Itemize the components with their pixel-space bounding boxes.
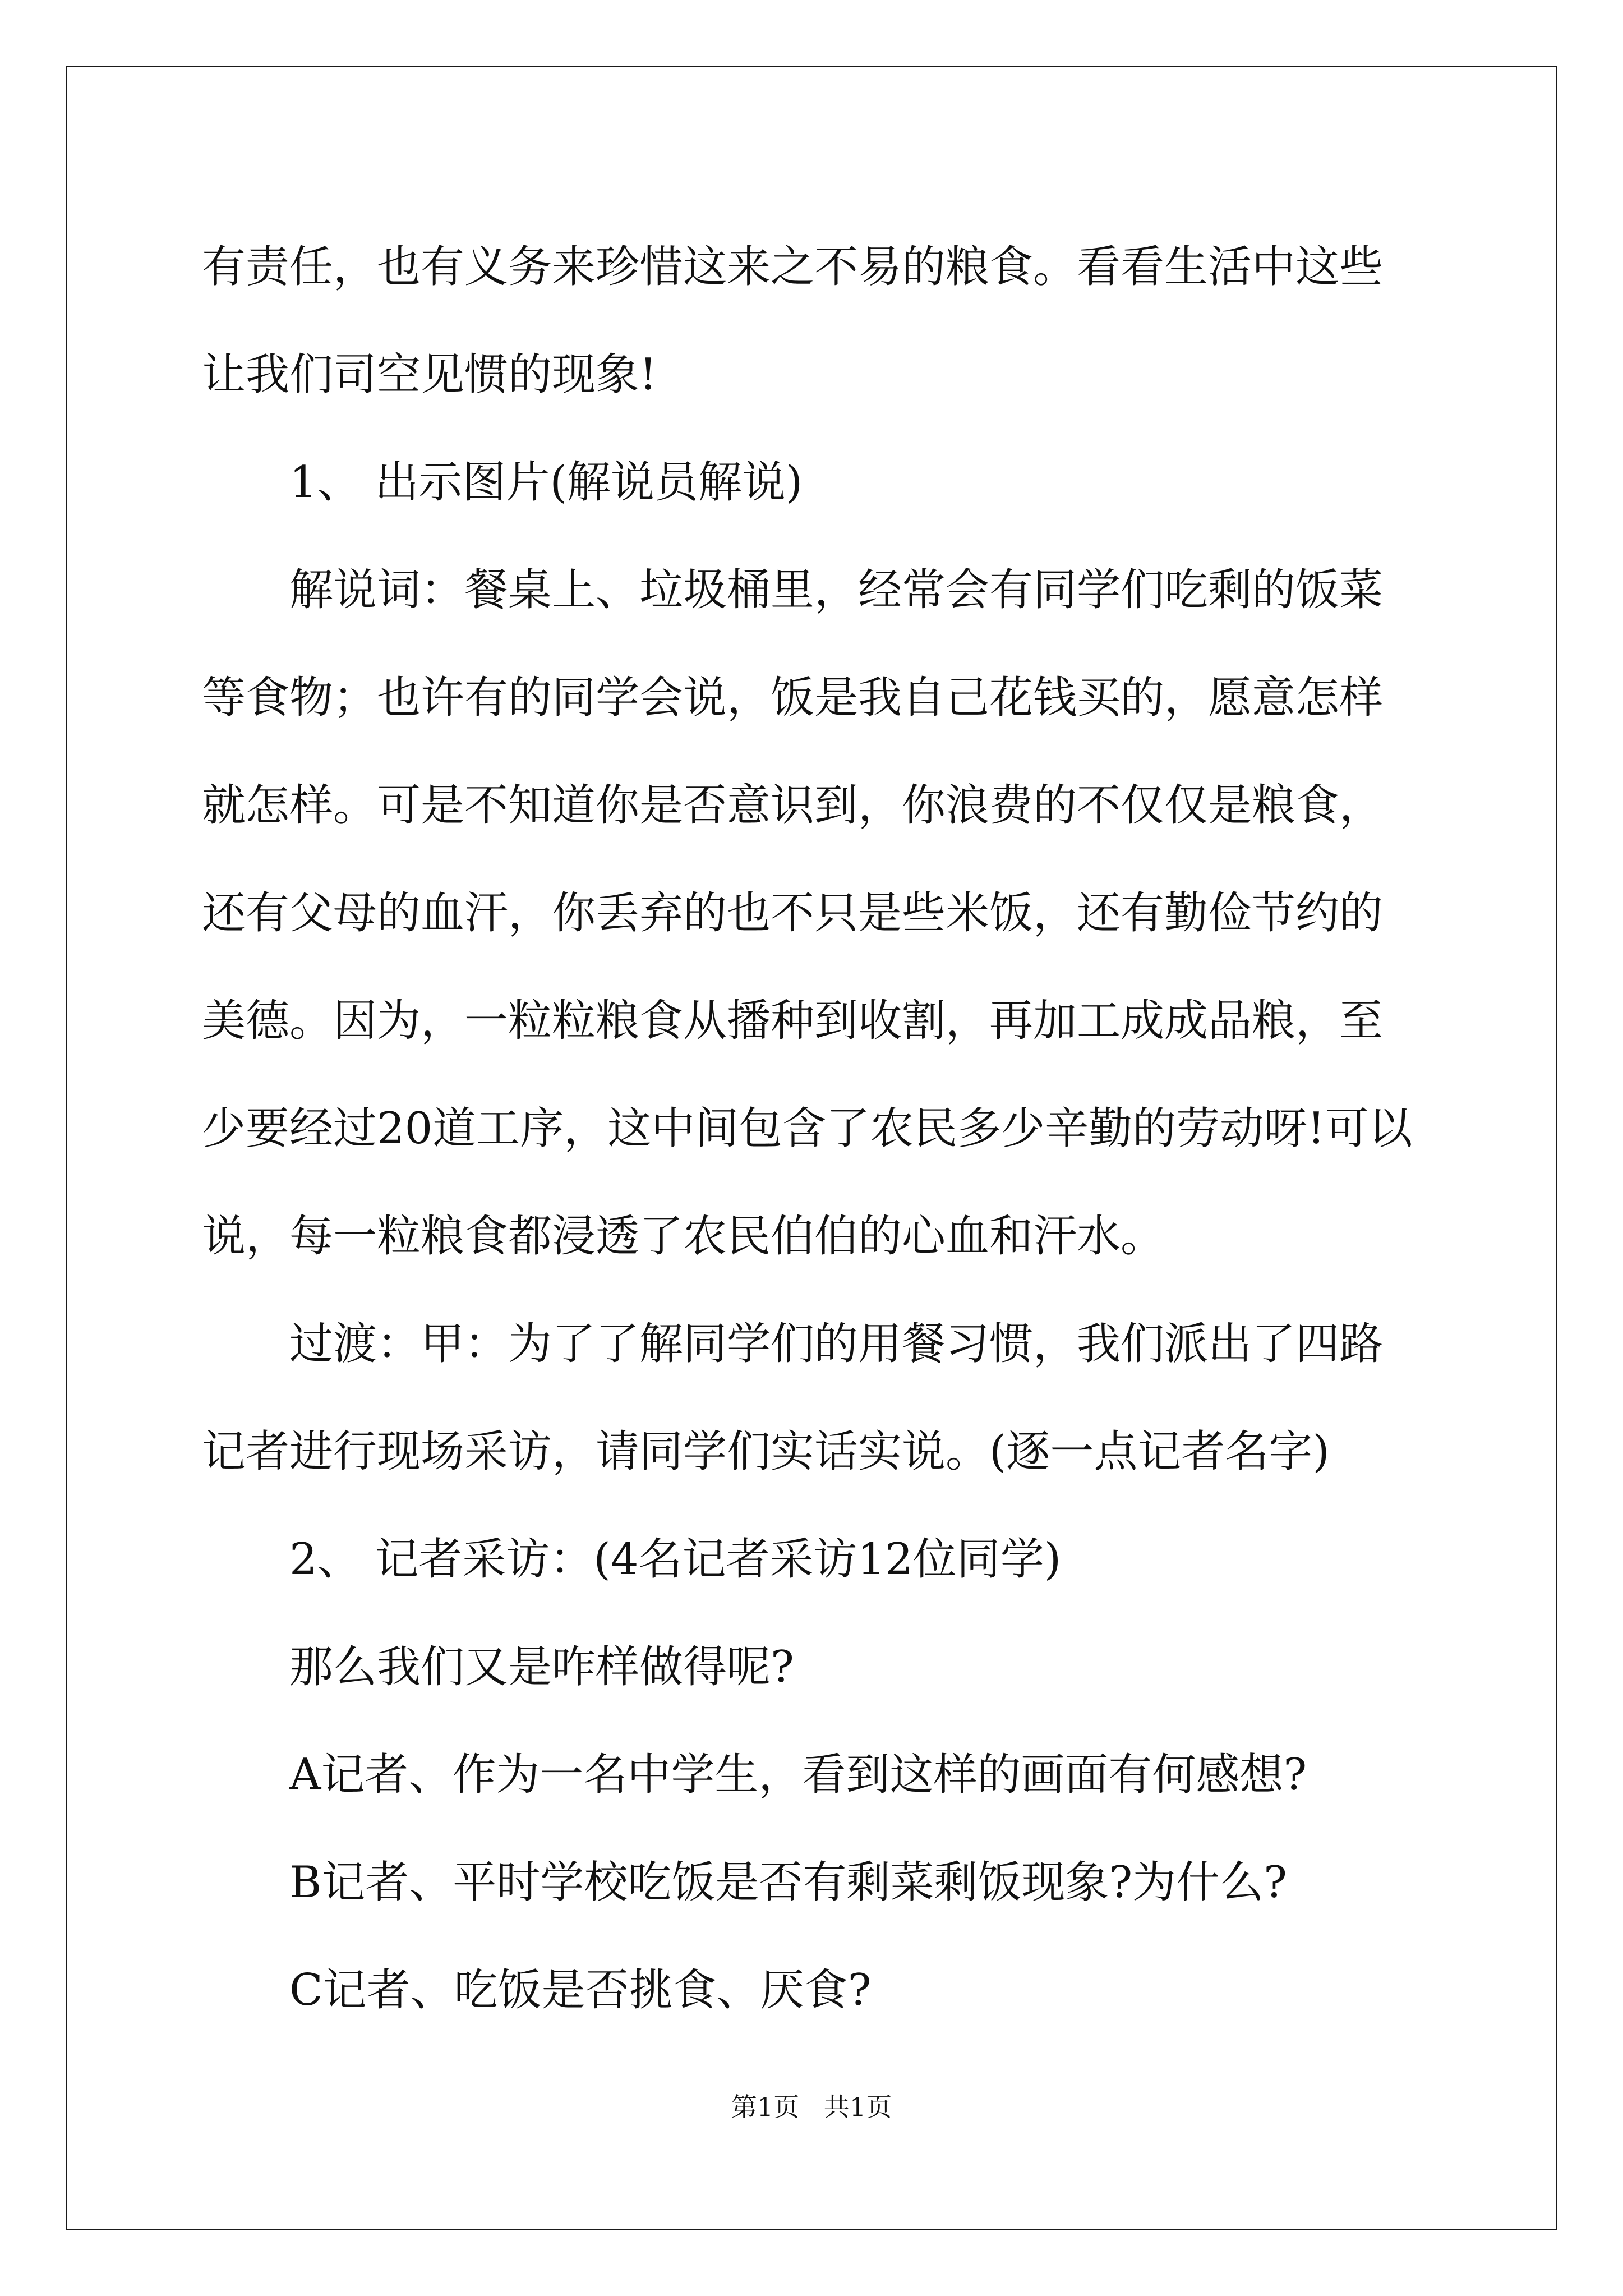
paragraph-3: 解说词：餐桌上、垃圾桶里，经常会有同学们吃剩的饭菜等食物；也许有的同学会说，饭是我自己花钱买的，愿意怎样就怎样。可是不知道你是否意识到，你浪费的不仅仅是粮食，还有父母的血汗，你丢弃的也不只是些米饭，还有勤俭节约的美德。因为，一粒粒粮食从播种到收割，再加工成成品粮，至少要经过20道工序，这中间包含了农民多少辛勤的劳动呀!可以说，每一粒粮食都浸透了农民伯伯的心血和汗水。 bbox=[202, 565, 1413, 1262]
paragraph-9: C记者、吃饭是否挑食、厌食? bbox=[289, 1965, 872, 2016]
document-body bbox=[202, 213, 1424, 2044]
paragraph-6: 那么我们又是咋样做得呢? bbox=[289, 1642, 794, 1692]
page-footer: 第1页 共1页 bbox=[731, 2092, 892, 2122]
paragraph-8: B记者、平时学校吃饭是否有剩菜剩饭现象?为什么? bbox=[289, 1857, 1287, 1908]
paragraph-5: 2、 记者采访：(4名记者采访12位同学) bbox=[289, 1534, 1062, 1585]
paragraph-7: A记者、作为一名中学生，看到这样的画面有何感想? bbox=[289, 1750, 1307, 1800]
paragraph-1: 有责任，也有义务来珍惜这来之不易的粮食。看看生活中这些让我们司空见惯的现象! bbox=[202, 242, 1384, 400]
paragraph-4: 过渡：甲：为了了解同学们的用餐习惯，我们派出了四路记者进行现场采访，请同学们实话实说。(逐一点记者名字) bbox=[202, 1319, 1384, 1477]
paragraph-2: 1、 出示图片(解说员解说) bbox=[289, 457, 803, 508]
